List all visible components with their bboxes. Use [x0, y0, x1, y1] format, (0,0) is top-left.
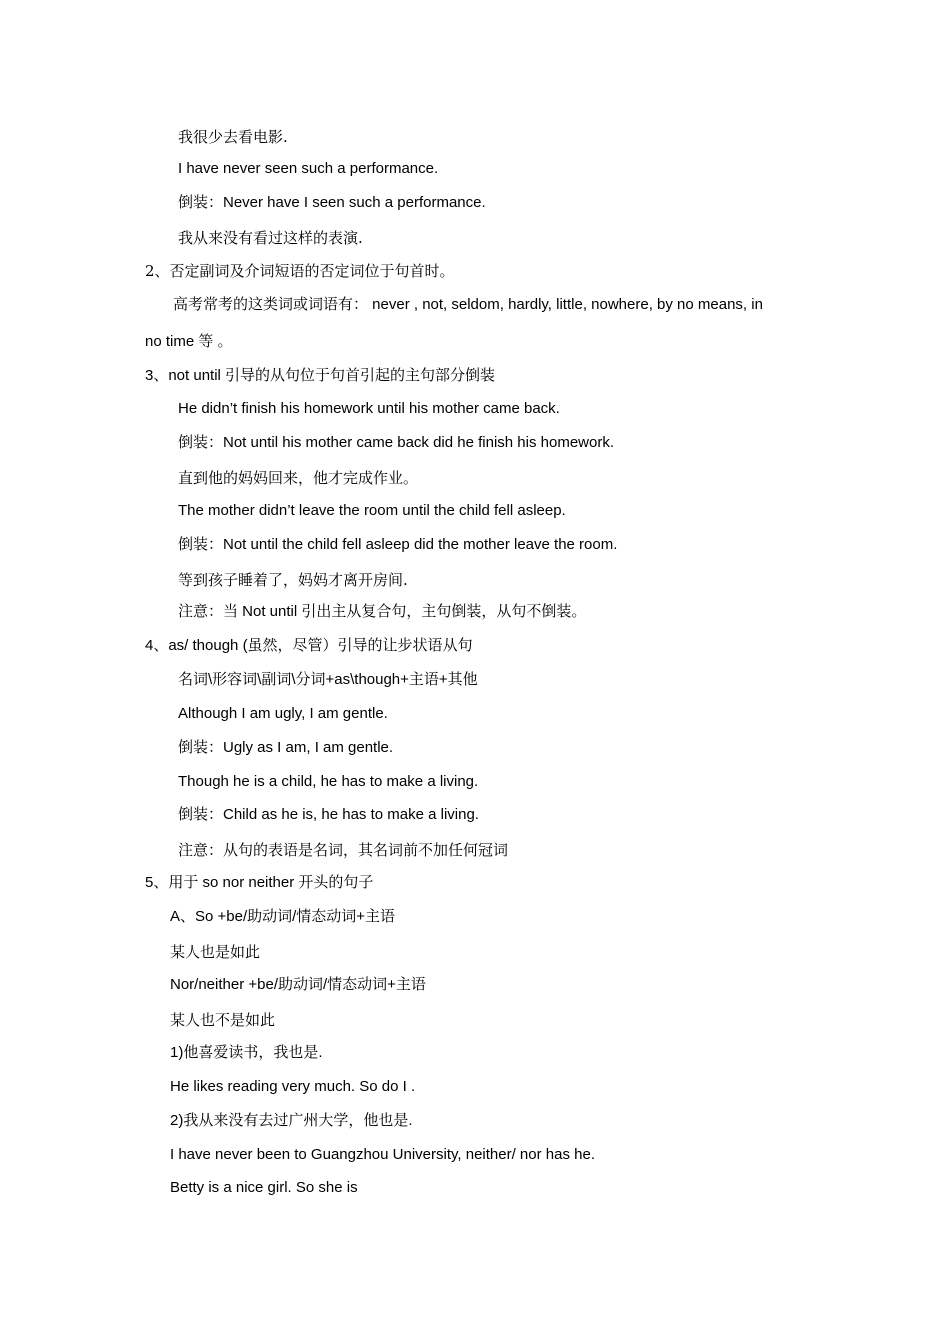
- section-heading: 5、用于 so nor neither 开头的句子: [145, 874, 374, 891]
- text-line: 我很少去看电影.: [178, 128, 288, 146]
- text-line: 1)他喜爱读书，我也是.: [170, 1044, 323, 1061]
- text-line: 某人也是如此: [170, 943, 261, 961]
- text-line: Nor/neither +be/助动词/情态动词+主语: [170, 976, 426, 993]
- text-line: A、So +be/助动词/情态动词+主语: [170, 908, 396, 925]
- text-line: 倒装：Never have I seen such a performance.: [178, 194, 486, 211]
- text-line: 某人也不是如此: [170, 1011, 276, 1029]
- text-line: 我从来没有看过这样的表演.: [178, 229, 363, 247]
- text-line: 高考常考的这类词或词语有： never , not, seldom, hardly, little, nowhere, by no means, in: [173, 296, 763, 313]
- text-line: 名词\形容词\副词\分词+as\though+主语+其他: [178, 671, 478, 688]
- text-line: He likes reading very much. So do I .: [170, 1078, 416, 1095]
- text-line: 等到孩子睡着了，妈妈才离开房间.: [178, 571, 408, 589]
- text-line: Though he is a child, he has to make a living.: [178, 773, 479, 790]
- text-line: 注意：当 Not until 引出主从复合句，主句倒装，从句不倒装。: [178, 603, 587, 620]
- section-heading: 3、not until 引导的从句位于句首引起的主句部分倒装: [145, 367, 496, 384]
- text-line: 倒装：Child as he is, he has to make a living.: [178, 806, 479, 823]
- text-line: 2)我从来没有去过广州大学，他也是.: [170, 1112, 413, 1129]
- text-line: 倒装：Not until his mother came back did he finish his homework.: [178, 434, 615, 451]
- section-heading: 4、as/ though (虽然，尽管）引导的让步状语从句: [145, 637, 473, 654]
- text-line: 倒装：Not until the child fell asleep did the mother leave the room.: [178, 536, 618, 553]
- text-line: 倒装：Ugly as I am, I am gentle.: [178, 739, 394, 756]
- text-line: no time 等 。: [145, 333, 233, 350]
- text-line: He didn’t finish his homework until his mother came back.: [178, 400, 560, 417]
- section-heading: 2、否定副词及介词短语的否定词位于句首时。: [145, 262, 455, 280]
- text-line: 直到他的妈妈回来，他才完成作业。: [178, 469, 419, 487]
- text-line: 注意：从句的表语是名词，其名词前不加任何冠词: [178, 841, 509, 859]
- text-line: I have never seen such a performance.: [178, 160, 439, 177]
- text-line: Betty is a nice girl. So she is: [170, 1179, 358, 1196]
- text-line: Although I am ugly, I am gentle.: [178, 705, 388, 722]
- text-line: The mother didn’t leave the room until the child fell asleep.: [178, 502, 566, 519]
- text-line: I have never been to Guangzhou University, neither/ nor has he.: [170, 1146, 595, 1163]
